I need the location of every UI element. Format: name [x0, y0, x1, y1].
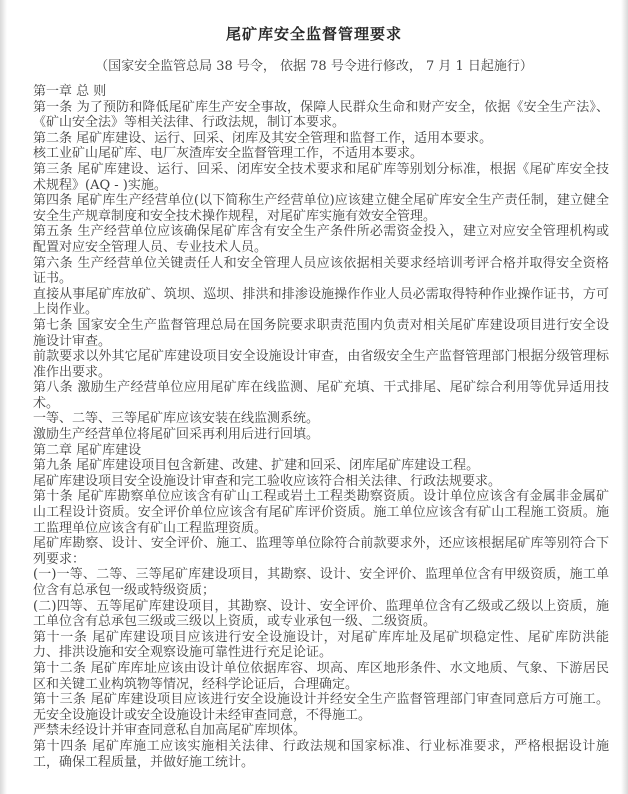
article-5: 第五条 生产经营单位应该确保尾矿库含有安全生产条件所必需资金投入，建立对应安全管理机构或配置对应安全管理人员、专业技术人员。 [33, 224, 609, 255]
article-10-clause: 尾矿库勘察、设计、安全评价、施工、监理等单位除符合前款要求外，还应该根据尾矿库等别符合下列要求： [33, 536, 609, 567]
article-13: 第十三条 尾矿库建设项目应该进行安全设施设计并经安全生产监督管理部门审查同意后方可施工。无安全设施设计或安全设施设计未经审查同意，不得施工。 [33, 692, 609, 723]
document-body [0, 84, 628, 770]
article-12: 第十二条 尾矿库库址应该由设计单位依据库容、坝高、库区地形条件、水文地质、气象、下游居民区和关键工业构筑物等情况，经科学论证后，合理确定。 [33, 660, 609, 692]
article-6: 第六条 生产经营单位关键责任人和安全管理人员应该依据相关要求经培训考评合格并取得安全资格证书。 [33, 255, 609, 287]
article-7-clause: 前款要求以外其它尾矿库建设项目安全设施设计审查，由省级安全生产监督管理部门根据分级管理标准作出要求。 [33, 349, 609, 380]
article-8-clause-2: 激励生产经营单位将尾矿回采再利用后进行回填。 [33, 427, 320, 443]
article-10-item-1: (一)一等、二等、三等尾矿库建设项目，其勘察、设计、安全评价、监理单位含有甲级资质，施工单位含有总承包一级或特级资质； [33, 567, 609, 598]
article-6-clause: 直接从事尾矿库放矿、筑坝、巡坝、排洪和排渗设施操作作业人员必需取得特种作业操作证书，方可上岗作业。 [33, 286, 609, 318]
article-3: 第三条 尾矿库建设、运行、回采、闭库安全技术要求和尾矿库等别划分标准，根据《尾矿库安全技术规程》(AQ - )实施。 [33, 161, 609, 193]
article-2: 第二条 尾矿库建设、运行、回采、闭库及其安全管理和监督工作，适用本要求。 [33, 130, 493, 146]
chapter-heading-1: 第一章 总 则 [33, 84, 107, 99]
article-8-clause-1: 一等、二等、三等尾矿库应该安装在线监测系统。 [33, 411, 320, 427]
article-13-clause: 严禁未经设计并审查同意私自加高尾矿库坝体。 [33, 723, 307, 739]
article-9-clause: 尾矿库建设项目安全设施设计审查和完工验收应该符合相关法律、行政法规要求。 [33, 473, 502, 489]
article-7: 第七条 国家安全生产监督管理总局在国务院要求职责范围内负责对相关尾矿库建设项目进行安全设施设计审查。 [33, 317, 609, 349]
article-1: 第一条 为了预防和降低尾矿库生产安全事故，保障人民群众生命和财产安全，依据《安全生产法》、《矿山安全法》等相关法律、行政法规，制订本要求。 [33, 99, 609, 131]
article-2-clause: 核工业矿山尾矿库、电厂灰渣库安全监督管理工作，不适用本要求。 [33, 146, 424, 162]
article-10-item-2: (二)四等、五等尾矿库建设项目，其勘察、设计、安全评价、监理单位含有乙级或乙级以上资质，施工单位含有总承包三级或三级以上资质，或专业承包一级、二级资质。 [33, 598, 609, 630]
document-title: 尾矿库安全监督管理要求 [225, 25, 402, 43]
chapter-heading-2: 第二章 尾矿库建设 [33, 442, 142, 458]
document-subtitle: （国家安全监管总局 38 号令， 依据 78 号令进行修改， 7 月 1 日起施行） [95, 59, 533, 74]
article-14: 第十四条 尾矿库施工应该实施相关法律、行政法规和国家标准、行业标准要求，严格根据设计施工，确保工程质量，并做好施工统计。 [33, 738, 609, 770]
article-11: 第十一条 尾矿库建设项目应该进行安全设施设计，对尾矿库库址及尾矿坝稳定性、尾矿库防洪能力、排洪设施和安全观察设施可靠性进行充足论证。 [33, 629, 609, 661]
article-4: 第四条 尾矿库生产经营单位(以下简称生产经营单位)应该建立健全尾矿库安全生产责任制，建立健全安全生产规章制度和安全技术操作规程，对尾矿库实施有效安全管理。 [33, 193, 609, 224]
article-8: 第八条 激励生产经营单位应用尾矿库在线监测、尾矿充填、干式排尾、尾矿综合利用等优异适用技术。 [33, 380, 609, 411]
article-9: 第九条 尾矿库建设项目包含新建、改建、扩建和回采、闭库尾矿库建设工程。 [33, 458, 480, 474]
article-10: 第十条 尾矿库勘察单位应该含有矿山工程或岩土工程类勘察资质。设计单位应该含有金属非金属矿山工程设计资质。安全评价单位应该含有尾矿库评价资质。施工单位应该含有矿山工程施工资质。施工监理单位应该含有矿山工程监理资质。 [33, 489, 609, 536]
